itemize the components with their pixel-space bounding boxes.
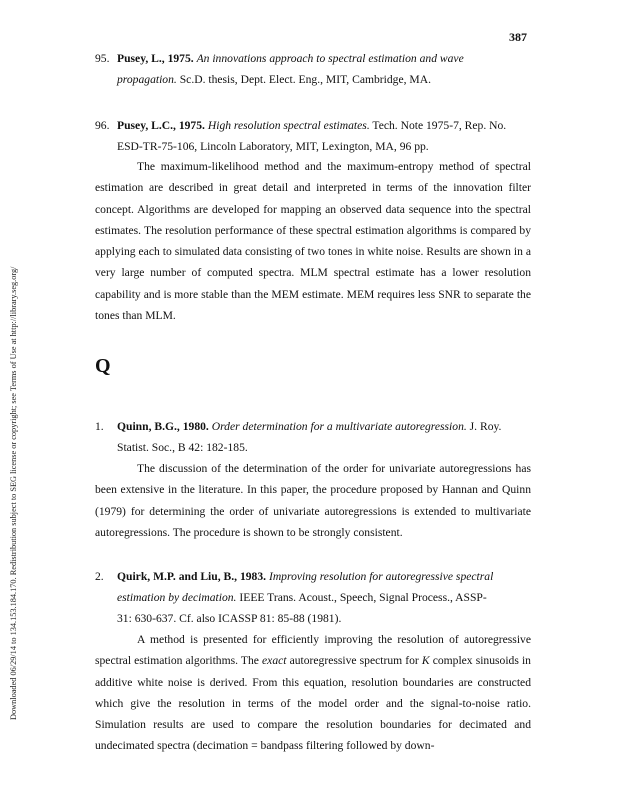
reference-entry-q1 [95, 416, 531, 458]
entry-title-cont: propagation. [117, 73, 177, 86]
entry-source-cont: 31: 630-637. Cf. also ICASSP 81: 85-88 (1981). [117, 612, 342, 625]
entry-abstract: A method is presented for efficiently improving the resolution of autoregressive spectral estimation algorithms. The exact autoregressive spectrum for K complex sinusoids in additive white noise is derived. From this equation, resolution boundaries are constructed which give the resolution in terms of the model order and the signal-to-noise ratio. Simulation results are used to compare the resolution boundaries for decimated and undecimated spectra (decimation = bandpass filtering followed by down- [95, 633, 531, 753]
reference-entry-95 [95, 48, 531, 90]
entry-authors: Pusey, L., 1975. [117, 52, 194, 65]
entry-source: Tech. Note 1975-7, Rep. No. [372, 119, 507, 132]
download-notice: Downloaded 06/29/14 to 134.153.184.170. Redistribution subject to SEG license or copyright; see Terms of Use at http://library.seg.org/ [9, 266, 18, 720]
entry-title: Improving resolution for autoregressive spectral [268, 570, 494, 583]
entry-number: 2. [95, 570, 104, 583]
entry-source-cont: Statist. Soc., B 42: 182-185. [117, 441, 248, 454]
entry-number: 95. [95, 52, 110, 65]
entry-source: Sc.D. thesis, Dept. Elect. Eng., MIT, Cambridge, MA. [179, 73, 431, 86]
entry-authors: Quirk, M.P. and Liu, B., 1983. [117, 570, 267, 583]
entry-abstract: The discussion of the determination of the order for univariate autoregressions has been extensive in the literature. In this paper, the procedure proposed by Hannan and Quinn (1979) for determining the order of univariate autoregressions is extended to multivariate autoregressions. The procedure is shown to be strongly consistent. [95, 462, 531, 539]
section-heading: Q [95, 355, 111, 377]
entry-title: Order determination for a multivariate autoregression. [211, 420, 467, 433]
entry-authors: Pusey, L.C., 1975. [117, 119, 205, 132]
entry-number: 96. [95, 119, 110, 132]
entry-title: An innovations approach to spectral estimation and wave [196, 52, 464, 65]
entry-authors: Quinn, B.G., 1980. [117, 420, 209, 433]
entry-source: J. Roy. [469, 420, 502, 433]
entry-title-cont: estimation by decimation. [117, 591, 237, 604]
entry-source: IEEE Trans. Acoust., Speech, Signal Process., ASSP- [239, 591, 487, 604]
entry-abstract: The maximum-likelihood method and the maximum-entropy method of spectral estimation are described in great detail and interpreted in terms of the innovation filter concept. Algorithms are developed for mapping an observed data sequence into the spectral estimates. The resolution performance of these spectral estimation algorithms is compared by applying each to simulated data consisting of two tones in white noise. Results are shown in a very large number of computed spectra. MLM spectral estimate has a lower resolution capability and is more stable than the MEM estimate. MEM requires less SNR to separate the tones than MLM. [95, 160, 531, 323]
entry-source-cont: ESD-TR-75-106, Lincoln Laboratory, MIT, Lexington, MA, 96 pp. [117, 140, 429, 153]
reference-entry-q2 [95, 566, 531, 629]
entry-number: 1. [95, 420, 104, 433]
reference-entry-96 [95, 115, 531, 157]
page-number: 387 [509, 30, 527, 44]
entry-title: High resolution spectral estimates. [207, 119, 370, 132]
